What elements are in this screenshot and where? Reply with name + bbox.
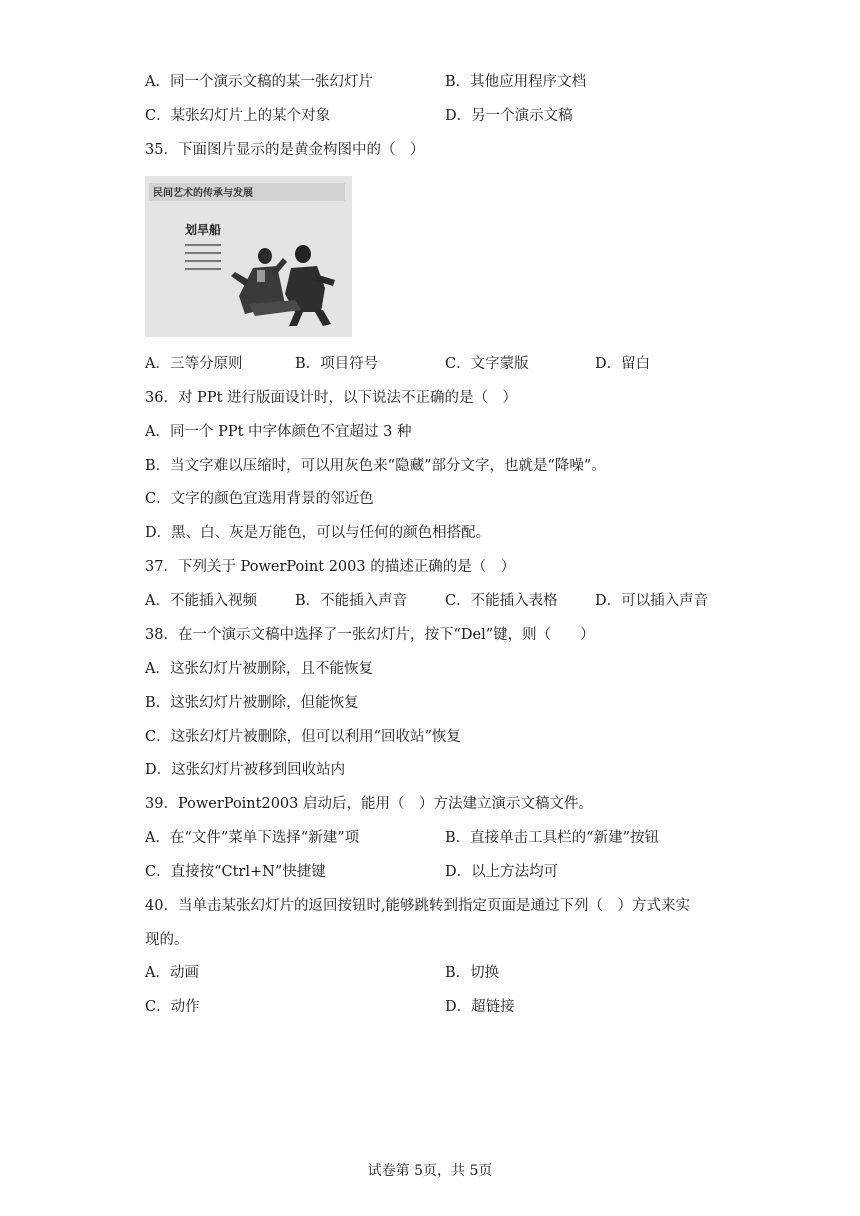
q39-option-b: B．直接单击工具栏的“新建”按钮 xyxy=(445,830,659,846)
dancers-illustration xyxy=(145,176,352,337)
q35-slide-image xyxy=(145,176,352,337)
q38-stem: 38．在一个演示文稿中选择了一张幻灯片，按下“Del”键，则（ ） xyxy=(145,627,595,643)
q38-option-c: C．这张幻灯片被删除，但可以利用“回收站”恢复 xyxy=(145,729,461,745)
q36-option-d: D．黑、白、灰是万能色，可以与任何的颜色相搭配。 xyxy=(145,525,491,541)
q36-option-a: A．同一个 PPt 中字体颜色不宜超过 3 种 xyxy=(145,424,412,440)
q36-option-c: C．文字的颜色宜选用背景的邻近色 xyxy=(145,491,374,507)
q40-option-d: D．超链接 xyxy=(445,999,515,1015)
q36-option-b: B．当文字难以压缩时，可以用灰色来“隐藏”部分文字，也就是“降噪”。 xyxy=(145,458,606,474)
q37-option-a: A．不能插入视频 xyxy=(145,593,257,609)
q38-option-d: D．这张幻灯片被移到回收站内 xyxy=(145,762,346,778)
q38-option-b: B．这张幻灯片被删除，但能恢复 xyxy=(145,695,359,711)
q39-option-d: D．以上方法均可 xyxy=(445,864,559,880)
q34-option-c: C．某张幻灯片上的某个对象 xyxy=(145,108,331,124)
q35-option-a: A．三等分原则 xyxy=(145,356,243,372)
q40-option-a: A．动画 xyxy=(145,965,199,981)
q37-option-b: B．不能插入声音 xyxy=(295,593,408,609)
q37-option-d: D．可以插入声音 xyxy=(595,593,709,609)
q35-stem: 35．下面图片显示的是黄金构图中的（ ） xyxy=(145,142,425,158)
q40-option-c: C．动作 xyxy=(145,999,200,1015)
q35-option-d: D．留白 xyxy=(595,356,651,372)
slide-title: 民间艺术的传承与发展 xyxy=(153,188,253,199)
q34-option-a: A．同一个演示文稿的某一张幻灯片 xyxy=(145,74,373,90)
q38-option-a: A．这张幻灯片被删除，且不能恢复 xyxy=(145,661,373,677)
q40-stem-line1: 40．当单击某张幻灯片的返回按钮时,能够跳转到指定页面是通过下列（ ）方式来实 xyxy=(145,898,691,914)
q34-option-d: D．另一个演示文稿 xyxy=(445,108,573,124)
q40-option-b: B．切换 xyxy=(445,965,500,981)
q36-stem: 36．对 PPt 进行版面设计时，以下说法不正确的是（ ） xyxy=(145,390,518,406)
slide-subtitle: 划旱船 xyxy=(185,223,222,237)
q35-option-b: B．项目符号 xyxy=(295,356,379,372)
q37-option-c: C．不能插入表格 xyxy=(445,593,558,609)
q39-stem: 39．PowerPoint2003 启动后，能用（ ）方法建立演示文稿文件。 xyxy=(145,796,593,812)
q34-option-b: B．其他应用程序文档 xyxy=(445,74,587,90)
q35-option-c: C．文字蒙版 xyxy=(445,356,529,372)
q39-option-a: A．在“文件”菜单下选择“新建”项 xyxy=(145,830,360,846)
q39-option-c: C．直接按“Ctrl+N”快捷键 xyxy=(145,864,326,880)
page-footer: 试卷第 5页，共 5页 xyxy=(367,1163,493,1179)
q40-stem-line2: 现的。 xyxy=(145,932,189,948)
q37-stem: 37．下列关于 PowerPoint 2003 的描述正确的是（ ） xyxy=(145,559,516,575)
